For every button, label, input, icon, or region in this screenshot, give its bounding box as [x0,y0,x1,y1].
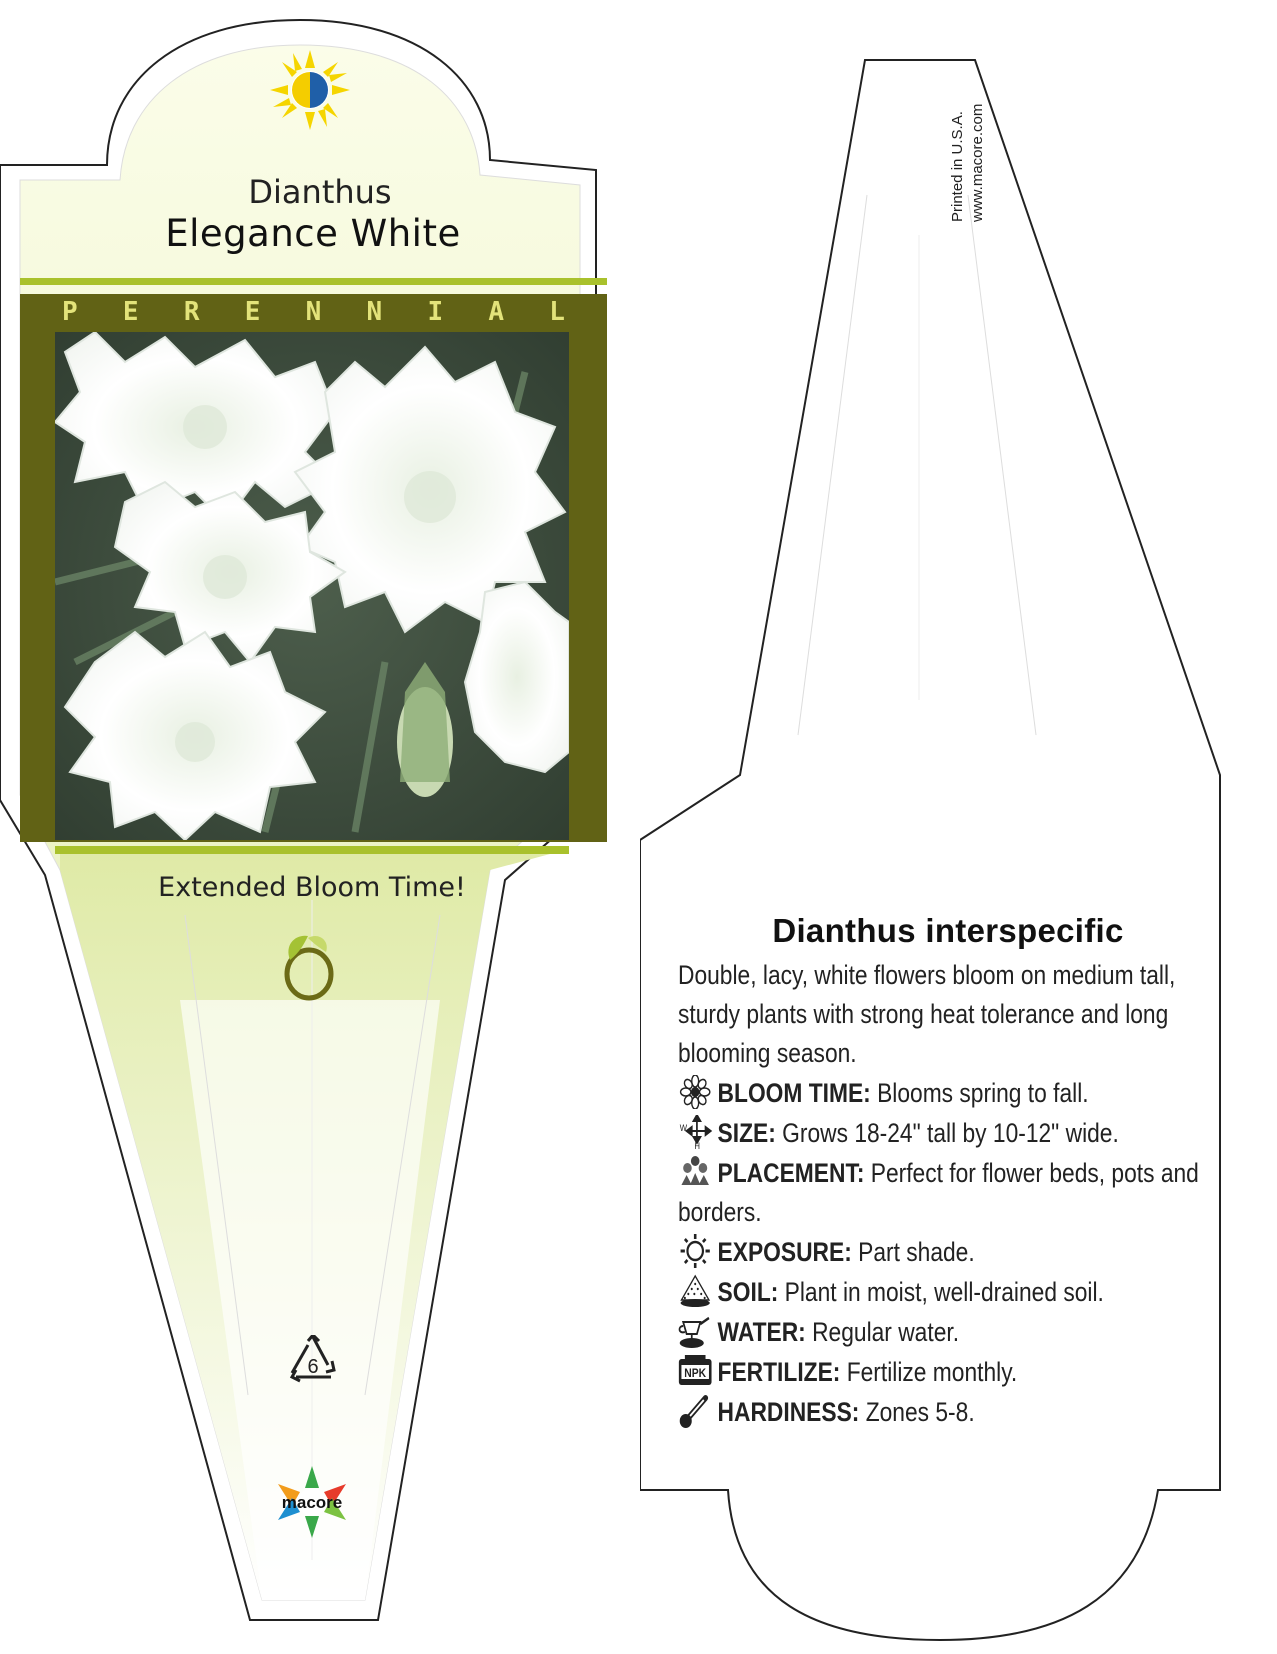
print-note [948,42,992,222]
exposure-value: Part shade. [851,1237,975,1267]
water-label: WATER: [717,1317,806,1347]
category-letter: E [122,297,139,327]
placement-value: Perfect for flower beds, pots and borders. [678,1158,1199,1227]
size-row [678,1114,1218,1153]
plant-description: Double, lacy, white flowers bloom on medium tall, sturdy plants with strong heat tolerance and long blooming season. [678,960,1176,1068]
fertilize-label: FERTILIZE: [717,1357,841,1387]
thermometer-icon [678,1394,712,1428]
exposure-row [678,1233,1218,1272]
soil-label: SOIL: [717,1277,779,1307]
bloom-time-label: BLOOM TIME: [717,1078,871,1108]
category-letter: N [366,297,383,327]
svg-text:H: H [694,1140,700,1149]
fertilize-row [678,1353,1218,1392]
fertilize-value: Fertilize monthly. [840,1357,1018,1387]
category-letter: L [549,297,565,327]
svg-text:W: W [679,1122,688,1134]
exposure-label: EXPOSURE: [717,1237,852,1267]
sun-exposure-icon [678,1234,712,1268]
hardiness-row [678,1393,1218,1432]
botanical-name: Dianthus interspecific [772,912,1124,949]
bloom-time-value: Blooms spring to fall. [870,1078,1089,1108]
soil-icon [678,1274,712,1308]
hardiness-value: Zones 5-8. [859,1397,975,1427]
watering-can-icon [678,1314,712,1348]
category-letter: I [427,297,444,327]
water-value: Regular water. [805,1317,960,1347]
print-origin: Printed in U.S.A. [949,111,966,222]
water-row [678,1313,1218,1352]
plant-common-name: Dianthus [248,173,392,211]
npk-text: NPK [684,1367,707,1381]
category-letter: N [305,297,322,327]
care-info [678,912,1218,1432]
size-arrows-icon [678,1115,712,1149]
feature-callout: Extended Bloom Time! [158,872,466,903]
recycle-number: 6 [307,1356,319,1378]
hardiness-label: HARDINESS: [717,1397,860,1427]
soil-value: Plant in moist, well-drained soil. [778,1277,1104,1307]
category-letter: E [244,297,261,327]
accent-band-top [20,278,607,285]
size-label: SIZE: [717,1118,776,1148]
placement-icon [678,1155,712,1189]
category-letter: R [183,297,200,327]
placement-label: PLACEMENT: [717,1158,865,1188]
bloom-time-row [678,1074,1218,1113]
bloom-cycle-icon [282,930,338,1002]
flower-icon [678,1075,712,1109]
macore-logo-icon [272,1466,352,1538]
accent-band-bottom [55,846,569,854]
soil-row [678,1273,1218,1312]
category-letter: P [62,297,78,327]
npk-icon [678,1354,712,1388]
print-website: www.macore.com [969,103,986,222]
size-value: Grows 18-24" tall by 10-12" wide. [775,1118,1119,1148]
brand-name: macore [281,1493,343,1512]
category-letter: A [488,297,504,327]
sun-half-shade-icon [270,50,350,130]
recycle-icon [286,1335,340,1385]
plant-photo [55,332,569,840]
placement-row [678,1154,1218,1232]
plant-variety-name: Elegance White [165,212,461,255]
category-label [20,294,607,330]
